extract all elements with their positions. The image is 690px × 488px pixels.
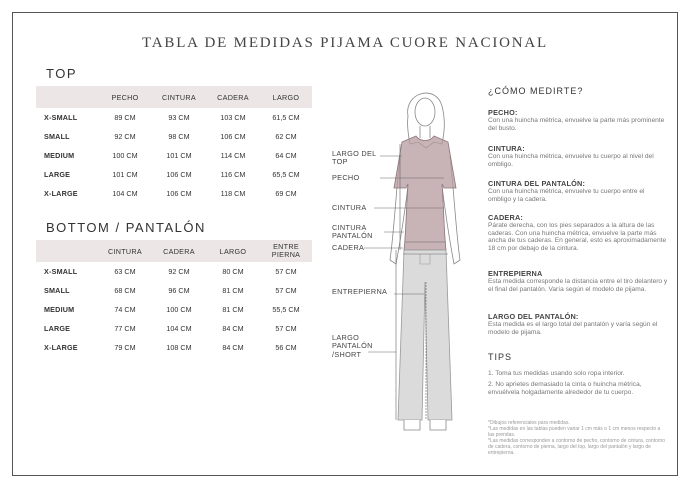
table-row	[36, 108, 312, 127]
how-heading: ¿CÓMO MEDIRTE?	[488, 86, 584, 96]
table-cell: 114 CM	[220, 151, 246, 160]
table-cell: 106 CM	[166, 189, 192, 198]
how-item-label: CINTURA:	[488, 144, 525, 153]
table-cell: 55,5 CM	[272, 305, 300, 314]
table-row	[36, 281, 312, 300]
tips-heading: TIPS	[488, 352, 513, 362]
table-row	[36, 300, 312, 319]
column-header: LARGO	[206, 240, 260, 262]
table-cell: 61,5 CM	[272, 113, 300, 122]
table-cell: 79 CM	[114, 343, 136, 352]
size-label: X-SMALL	[44, 113, 78, 122]
table-row	[36, 338, 312, 357]
size-label: SMALL	[44, 286, 70, 295]
how-item-label: CADERA:	[488, 213, 524, 222]
label-entrepierna: ENTREPIERNA	[332, 287, 388, 296]
bottom-heading: BOTTOM / PANTALÓN	[46, 220, 206, 235]
tip-item: 2. No aprietes demasiado la cinta o huincha métrica, envuélvela holgadamente alrededor de tu cuerpo.	[488, 381, 642, 396]
table-cell: 93 CM	[168, 113, 190, 122]
how-item	[488, 108, 668, 132]
how-item	[488, 179, 668, 203]
table-header-row	[36, 86, 312, 108]
table-cell: 92 CM	[168, 267, 190, 276]
table-cell: 81 CM	[222, 305, 244, 314]
table-cell: 106 CM	[220, 132, 246, 141]
size-label: SMALL	[44, 132, 70, 141]
table-cell: 62 CM	[275, 132, 297, 141]
page-title: TABLA DE MEDIDAS PIJAMA CUORE NACIONAL	[142, 35, 548, 51]
table-cell: 98 CM	[168, 132, 190, 141]
table-cell: 104 CM	[166, 324, 192, 333]
footnote: *Las medidas en las tablas pueden variar 1 cm más o 1 cm menos respecto a las prendas.	[488, 426, 661, 438]
how-item-text: Con una huincha métrica, envuelve la parte más prominente del busto.	[488, 117, 665, 132]
how-item-text: Esta medida corresponde la distancia entre el tiro delantero y el final del pantalón. Varía según el modelo de pijama.	[488, 278, 668, 293]
table-cell: 106 CM	[166, 170, 192, 179]
footnote: *Las medidas corresponden a contorno de pecho, contorno de cintura, contorno de cadera, contorno de pierna, largo del top, largo del pantalón y largo de entrepierna.	[488, 438, 666, 456]
table-cell: 100 CM	[112, 151, 138, 160]
table-cell: 57 CM	[275, 324, 297, 333]
label-cintura: CINTURA	[332, 203, 367, 212]
tips-section	[488, 352, 668, 362]
how-item-text: Párate derecha, con los pies separados a la altura de las caderas. Con una huincha métrica, envuelve la parte más ancha de tus caderas. En general, esto es aproximadamente 18 cm por debajo de la cintura.	[488, 222, 667, 252]
table-cell: 118 CM	[220, 189, 246, 198]
table-cell: 101 CM	[112, 170, 138, 179]
table-cell: 89 CM	[114, 113, 136, 122]
table-cell: 69 CM	[275, 189, 297, 198]
table-cell: 80 CM	[222, 267, 244, 276]
column-header: CINTURA	[152, 86, 206, 108]
how-item-label: LARGO DEL PANTALÓN:	[488, 312, 579, 321]
label-pecho: PECHO	[332, 173, 360, 182]
tip-item: 1. Toma tus medidas usando solo ropa interior.	[488, 370, 625, 377]
bottom-size-table	[36, 240, 312, 357]
how-item-text: Con una huincha métrica, envuelve tu cuerpo entre el ombligo y la cadera.	[488, 188, 645, 203]
column-header: CINTURA	[98, 240, 152, 262]
how-item-text: Esta medida es el largo total del pantalón y varía según el modelo de pijama.	[488, 321, 658, 336]
table-cell: 56 CM	[275, 343, 297, 352]
table-row	[36, 127, 312, 146]
table-cell: 77 CM	[114, 324, 136, 333]
how-item-label: PECHO:	[488, 108, 518, 117]
how-item	[488, 312, 668, 336]
column-header: CADERA	[206, 86, 260, 108]
column-header: LARGO	[260, 86, 312, 108]
column-header: ENTRE PIERNA	[260, 240, 312, 262]
how-item-label: CINTURA DEL PANTALÓN:	[488, 179, 586, 188]
column-header: PECHO	[98, 86, 152, 108]
how-item-label: ENTREPIERNA	[488, 269, 543, 278]
label-largo-pantalon: LARGO PANTALÓN /SHORT	[332, 333, 373, 359]
how-item	[488, 144, 668, 168]
table-cell: 57 CM	[275, 267, 297, 276]
table-cell: 81 CM	[222, 286, 244, 295]
table-cell: 101 CM	[166, 151, 192, 160]
table-cell: 108 CM	[166, 343, 192, 352]
table-header-row	[36, 240, 312, 262]
table-cell: 100 CM	[166, 305, 192, 314]
label-cintura-pantalon: CINTURA PANTALÓN	[332, 223, 373, 241]
body-figure-illustration	[360, 82, 480, 442]
column-header-size	[36, 86, 98, 108]
top-size-table	[36, 86, 312, 203]
how-to-measure-section	[488, 86, 668, 96]
table-cell: 68 CM	[114, 286, 136, 295]
table-cell: 74 CM	[114, 305, 136, 314]
table-row	[36, 262, 312, 281]
table-cell: 84 CM	[222, 343, 244, 352]
table-cell: 65,5 CM	[272, 170, 300, 179]
size-label: MEDIUM	[44, 305, 75, 314]
size-label: LARGE	[44, 324, 71, 333]
size-label: X-LARGE	[44, 343, 78, 352]
footnote: *Dibujos referenciales para medidas.	[488, 420, 570, 426]
label-largo-top: LARGO DEL TOP	[332, 149, 377, 167]
table-row	[36, 184, 312, 203]
table-cell: 92 CM	[114, 132, 136, 141]
size-label: X-SMALL	[44, 267, 78, 276]
table-cell: 116 CM	[220, 170, 246, 179]
size-label: MEDIUM	[44, 151, 75, 160]
table-row	[36, 165, 312, 184]
table-cell: 57 CM	[275, 286, 297, 295]
table-cell: 103 CM	[220, 113, 246, 122]
how-item-text: Con una huincha métrica, envuelve tu cuerpo al nivel del ombligo.	[488, 153, 654, 168]
column-header: CADERA	[152, 240, 206, 262]
table-cell: 64 CM	[275, 151, 297, 160]
how-item	[488, 269, 668, 293]
table-row	[36, 319, 312, 338]
label-cadera: CADERA	[332, 243, 365, 252]
size-label: X-LARGE	[44, 189, 78, 198]
how-item	[488, 213, 668, 252]
size-label: LARGE	[44, 170, 71, 179]
table-cell: 104 CM	[112, 189, 138, 198]
column-header-size	[36, 240, 98, 262]
table-cell: 96 CM	[168, 286, 190, 295]
table-row	[36, 146, 312, 165]
top-heading: TOP	[46, 66, 77, 81]
table-cell: 84 CM	[222, 324, 244, 333]
table-cell: 63 CM	[114, 267, 136, 276]
